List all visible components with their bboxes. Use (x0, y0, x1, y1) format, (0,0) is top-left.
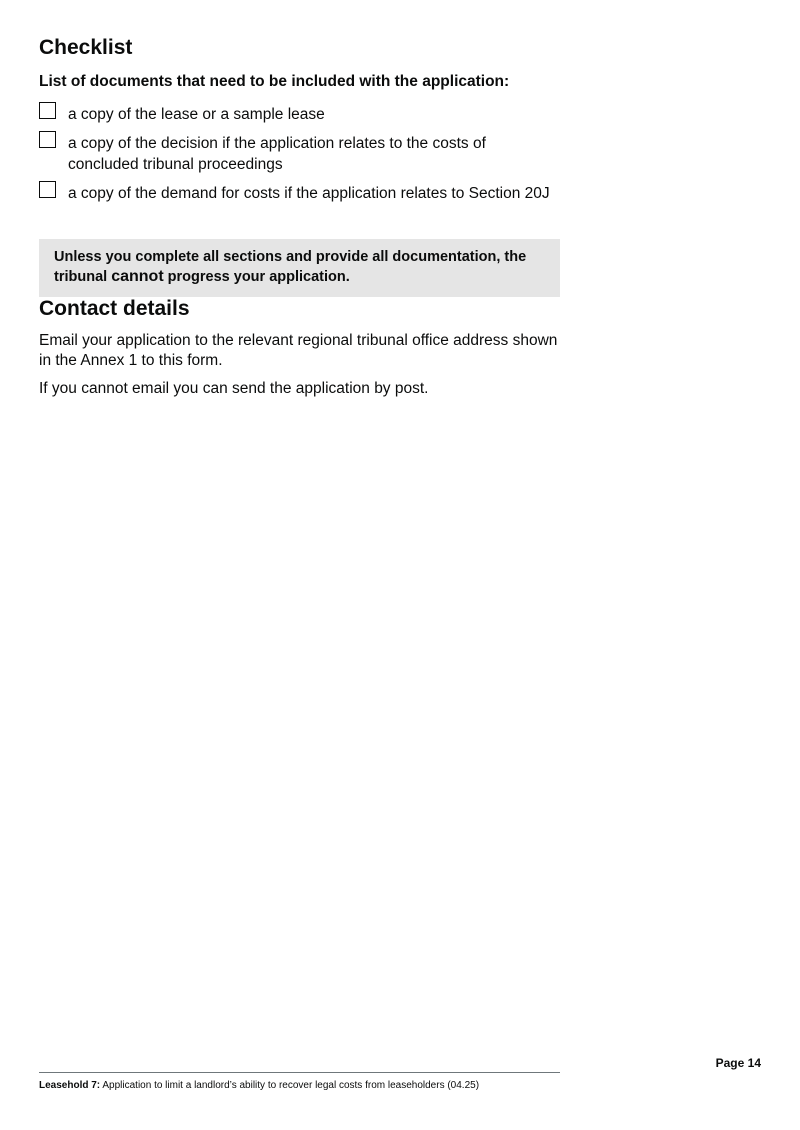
checklist-item-label: a copy of the decision if the application relates to the costs of concluded tribunal proceedings (68, 135, 486, 173)
checklist-item-lease (39, 102, 560, 125)
footer-form-title: Application to limit a landlord’s ability to recover legal costs from leaseholders (04.25) (100, 1080, 480, 1091)
notice-text-part2: progress your application. (163, 269, 350, 285)
checklist-item-demand (39, 181, 560, 204)
checklist-subtitle: List of documents that need to be included with the application: (39, 73, 510, 90)
checkbox-demand[interactable] (39, 181, 56, 198)
checklist-item-label: a copy of the lease or a sample lease (68, 106, 325, 123)
notice-emphasis: cannot (111, 268, 164, 285)
checklist (39, 102, 560, 204)
notice-text-part1: Unless you complete all sections and provide all documentation, the tribunal (54, 249, 527, 285)
footer-form-code: Leasehold 7: (39, 1080, 101, 1091)
page-number: Page 14 (715, 1056, 761, 1070)
checklist-item-decision (39, 131, 560, 175)
contact-paragraph-email: Email your application to the relevant regional tribunal office address shown in the Annex 1 to this form. (39, 332, 558, 369)
footer-text (39, 1079, 479, 1092)
checklist-item-label: a copy of the demand for costs if the application relates to Section 20J (68, 185, 550, 202)
notice-box (39, 239, 560, 297)
contact-heading: Contact details (39, 297, 190, 320)
footer-divider (39, 1072, 560, 1073)
checklist-heading: Checklist (39, 36, 133, 59)
contact-paragraph-post: If you cannot email you can send the application by post. (39, 380, 429, 397)
page-content (39, 36, 560, 399)
checkbox-decision[interactable] (39, 131, 56, 148)
checkbox-lease[interactable] (39, 102, 56, 119)
